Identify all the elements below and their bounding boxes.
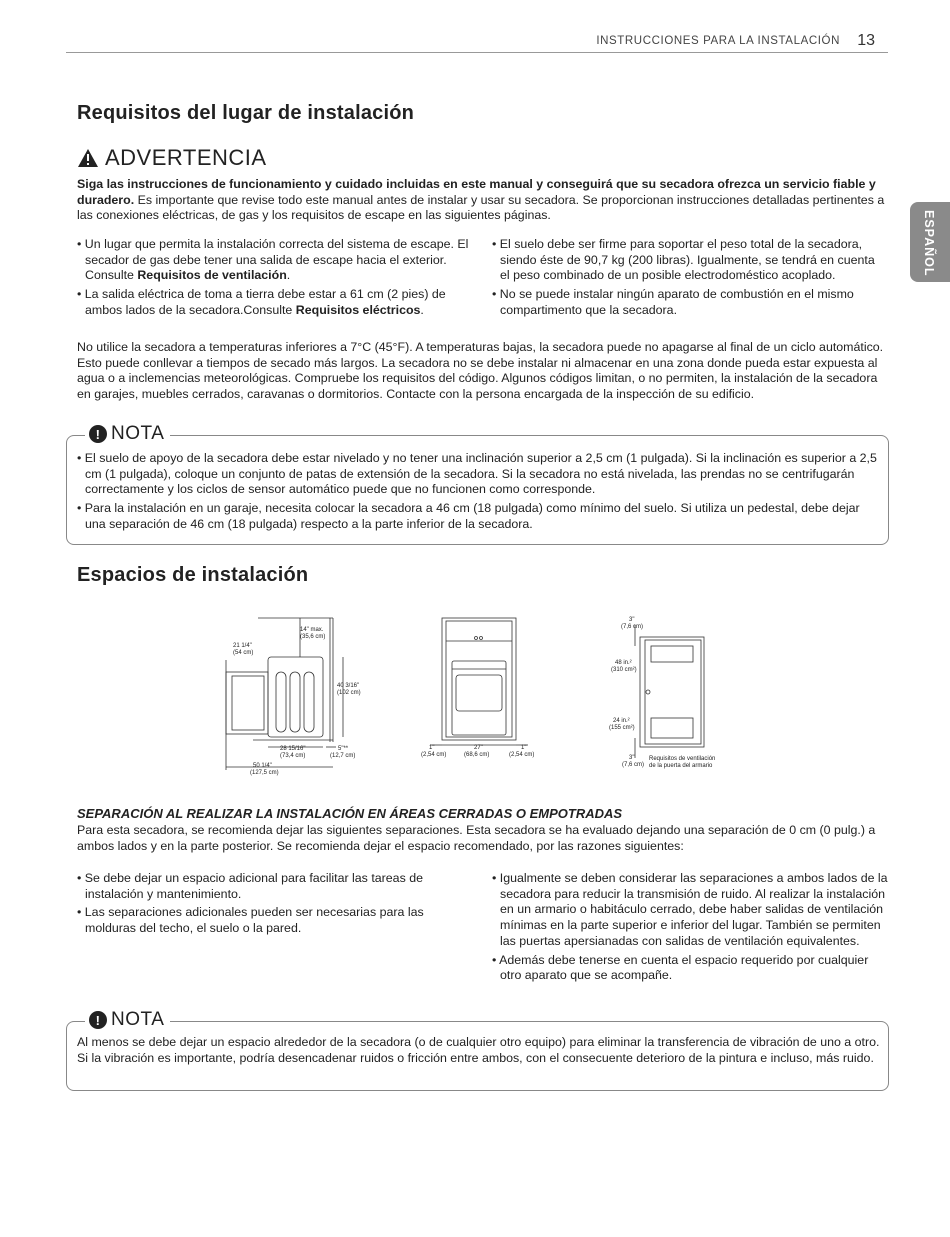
list-item: • El suelo de apoyo de la secadora debe estar nivelado y no tener una inclinación superior a 2,5 cm (1 pulgada). Si la inclinación es superior a 2,5 cm (1 pulgada), coloque un conjunto de patas de extensión de la secadora. Si la secadora no está nivelada, las prendas no se centrifugarán correctamente y los ciclos de sensor automático puede que no funcionen como corresponde. — [77, 451, 883, 498]
door-ventilation-diagram — [605, 612, 745, 772]
dim-width-cm: (68,6 cm) — [464, 752, 490, 758]
note-box-1 — [66, 423, 889, 545]
note-label-1: ! NOTA — [85, 423, 170, 445]
dim-upper-vent: 48 in.² — [615, 660, 632, 666]
clearance-right-list — [492, 871, 888, 987]
list-item: • El suelo debe ser firme para soportar el peso total de la secadora, siendo éste de 90,7 kg (200 libras). Igualmente, se tendrá en cuenta el peso combinado de un posible electrodoméstico acoplado. — [492, 237, 887, 284]
list-item: • No se puede instalar ningún aparato de combustión en el mismo compartimento que la secadora. — [492, 287, 887, 318]
exclamation-icon: ! — [89, 1011, 107, 1029]
warning-heading — [77, 145, 267, 171]
section-title-requirements: Requisitos del lugar de instalación — [77, 102, 415, 124]
note-box-2 — [66, 1009, 889, 1091]
vent-caption-line1: Requisitos de ventilación — [649, 756, 716, 762]
dim-door-cm: (54 cm) — [233, 650, 254, 656]
warning-paragraph — [77, 177, 887, 224]
dim-side-right: 1" — [521, 745, 527, 751]
header-section-title: INSTRUCCIONES PARA LA INSTALACIÓN — [596, 35, 840, 47]
warning-title: ADVERTENCIA — [105, 145, 267, 170]
temperature-paragraph: No utilice la secadora a temperaturas inferiores a 7°C (45°F). A temperaturas bajas, la secadora puede no apagarse al final de un ciclo automático. Esto puede conllevar a tiempos de secado más largos. La secadora no se debe instalar ni almacenar en una zona donde pueda estar expuesta al agua o a inclemencias meteorológicas. Compruebe los requisitos del código. Algunos códigos limitan, o no permiten, la instalación de la secadora en garajes, muebles cerrados, caravanas o dormitorios. Contacte con la persona encargada de la inspección de su edificio. — [77, 340, 884, 402]
language-tab — [910, 202, 950, 282]
note-label-2: ! NOTA — [85, 1009, 170, 1031]
list-item: • Las separaciones adicionales pueden ser necesarias para las molduras del techo, el suelo o la pared. — [77, 905, 477, 936]
front-view-clearance-diagram — [420, 615, 545, 765]
dim-depth: 28 15/16" — [280, 746, 306, 752]
vent-caption-line2: de la puerta del armario — [649, 763, 713, 769]
note-2-text: Al menos se debe dejar un espacio alrededor de la secadora (o de cualquier otro equipo) para eliminar la transferencia de vibración de uno a otro. Si la vibración es importante, podría desencadenar ruidos o fricción entre ambos, con el consecuente deterioro de la pintura e incluso, más ruido. — [77, 1035, 880, 1065]
warning-triangle-icon — [77, 148, 99, 168]
list-item: • Un lugar que permita la instalación correcta del sistema de escape. El secador de gas debe tener una salida de escape hacia el exterior. Consulte Requisitos de ventilación. — [77, 237, 477, 284]
requirements-right-list — [492, 237, 887, 322]
clearance-intro: Para esta secadora, se recomienda dejar las siguientes separaciones. Esta secadora se ha evaluado dejando una separación de 0 cm (0 pulg.) a ambos lados y en la parte posterior. Se recomienda dejar el espacio recomendado, por las razones siguientes: — [77, 823, 876, 853]
dim-depth-cm: (73,4 cm) — [280, 753, 306, 759]
dim-vent-top: 3" — [629, 617, 635, 623]
dim-side-right-cm: (2,54 cm) — [509, 752, 535, 758]
note-1-list — [77, 451, 883, 536]
dim-height: 40 3/16" — [337, 683, 360, 689]
dim-upper-vent-cm: (310 cm²) — [611, 667, 637, 673]
dim-top-clearance: 14" max. — [300, 627, 324, 633]
header-divider — [66, 52, 888, 53]
dim-side-left-cm: (2,54 cm) — [421, 752, 447, 758]
section-title-spaces: Espacios de instalación — [77, 564, 309, 586]
dim-rear-cm: (12,7 cm) — [330, 753, 356, 759]
warning-body-text: Es importante que revise todo este manual antes de instalar y usar su secadora. Se proporcionan instrucciones detalladas pertinentes a las conexiones eléctricas, de gas y los requisitos de escape en las siguientes páginas. — [77, 192, 885, 223]
enclosed-installation-subheading: SEPARACIÓN AL REALIZAR LA INSTALACIÓN EN ÁREAS CERRADAS O EMPOTRADAS — [77, 806, 623, 821]
side-view-clearance-diagram — [218, 612, 363, 782]
list-item: • Se debe dejar un espacio adicional para facilitar las tareas de instalación y mantenimiento. — [77, 871, 477, 902]
dim-lower-vent-cm: (155 cm²) — [609, 725, 635, 731]
exclamation-icon: ! — [89, 425, 107, 443]
dim-top-clearance-cm: (35,6 cm) — [300, 634, 326, 640]
dim-vent-top-cm: (7,6 cm) — [621, 624, 644, 630]
dim-door: 21 1/4" — [233, 643, 252, 649]
dim-height-cm: (102 cm) — [337, 690, 361, 696]
list-item: • Para la instalación en un garaje, necesita colocar la secadora a 46 cm (18 pulgada) como mínimo del suelo. Si utiliza un pedestal, debe dejar una separación de 46 cm (18 pulgada) respecto a la parte inferior de la secadora. — [77, 501, 883, 532]
page-number: 13 — [857, 32, 875, 49]
dim-width: 27" — [474, 745, 483, 751]
dim-rear: 5"** — [338, 746, 349, 752]
dim-lower-vent: 24 in.² — [613, 718, 630, 724]
clearance-left-list — [77, 871, 477, 940]
list-item: • Además debe tenerse en cuenta el espacio requerido por cualquier otro aparato que se acompañe. — [492, 953, 888, 984]
language-tab-label: ESPAÑOL — [922, 210, 936, 277]
dim-total-cm: (127,5 cm) — [250, 770, 279, 776]
dim-total: 50 1/4" — [253, 763, 272, 769]
list-item: • La salida eléctrica de toma a tierra debe estar a 61 cm (2 pies) de ambos lados de la secadora.Consulte Requisitos eléctricos. — [77, 287, 477, 318]
dim-side-left: 1" — [429, 745, 435, 751]
dim-vent-bottom: 3" — [629, 755, 635, 761]
requirements-left-list — [77, 237, 477, 322]
warning-bold-text: Siga las instrucciones de funcionamiento y cuidado incluidas en este manual y conseguirá que su secadora ofrezca un servicio fiable y duradero. — [77, 177, 876, 207]
list-item: • Igualmente se deben considerar las separaciones a ambos lados de la secadora para reducir la transmisión de ruido. Al realizar la instalación en un armario o habitáculo cerrado, debe haber salidas de ventilación mínimas en la parte superior e inferior del lugar. También se permiten las puertas apersianadas con salidas de ventilación equivalentes. — [492, 871, 888, 950]
dim-vent-bottom-cm: (7,6 cm) — [622, 762, 645, 768]
